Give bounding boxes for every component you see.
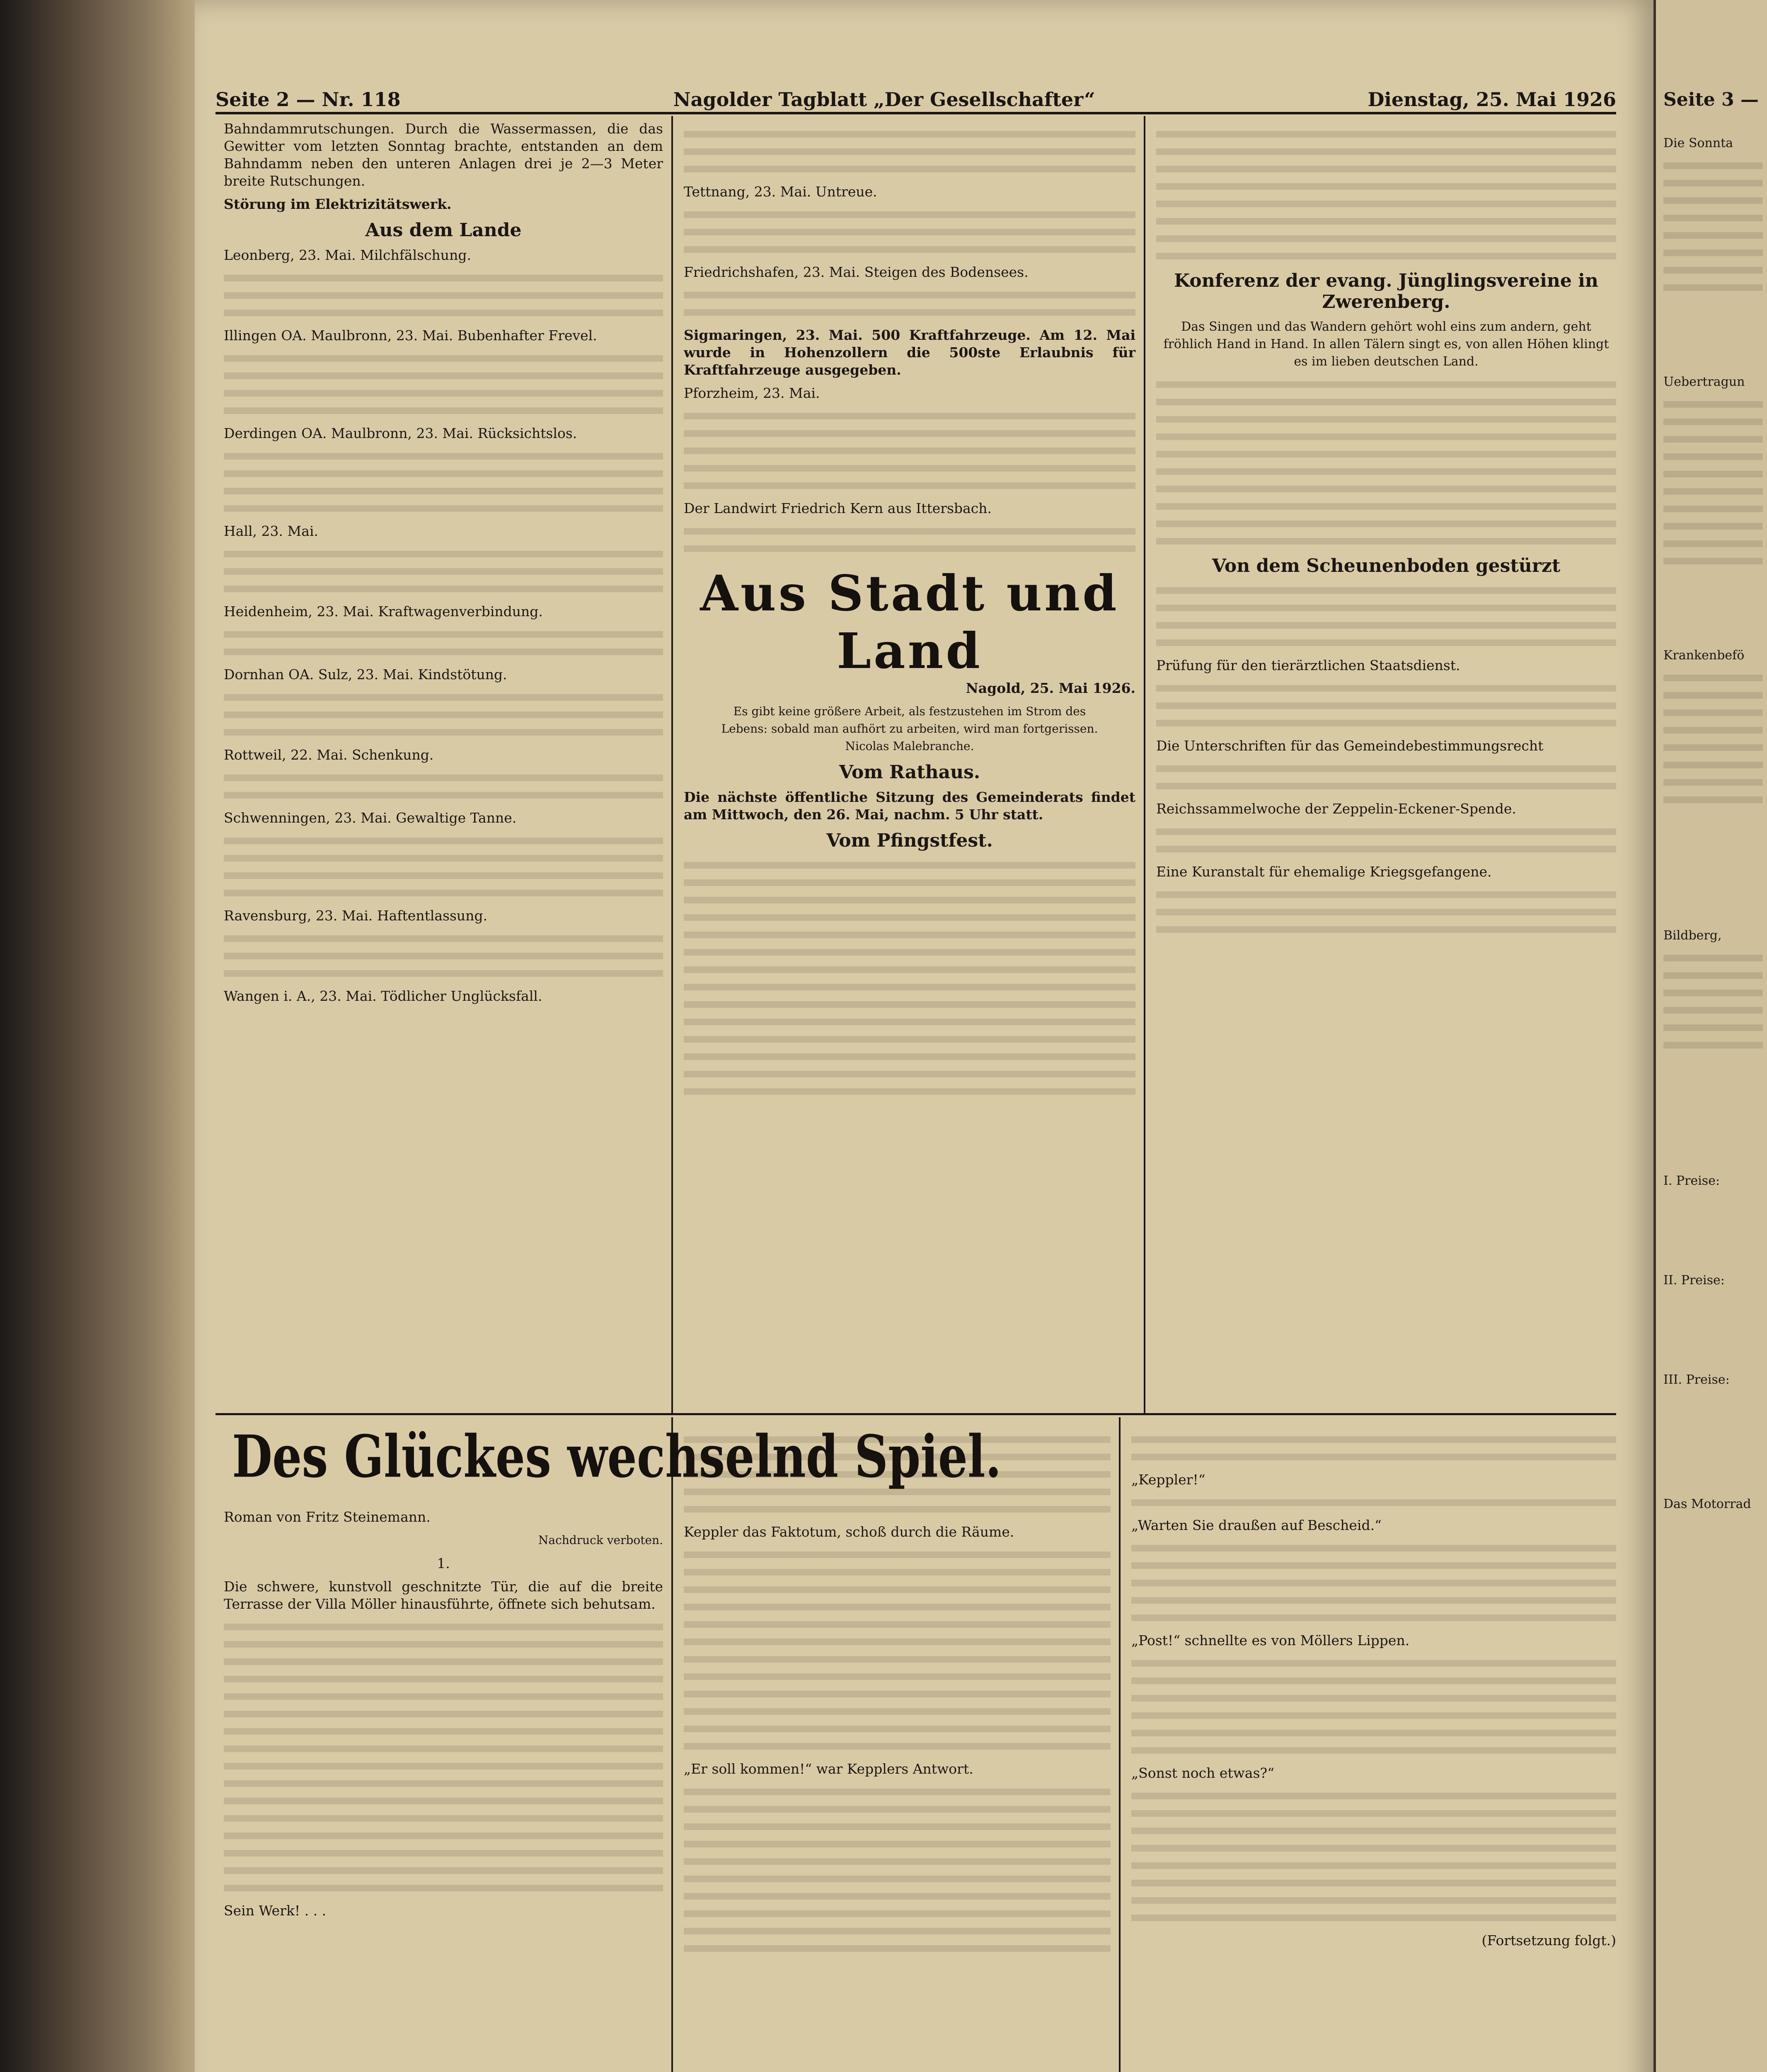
article: Friedrichshafen, 23. Mai. Steigen des Bodensees.: [684, 264, 1029, 280]
serial-text: „Sonst noch etwas?“: [1131, 1765, 1275, 1781]
serial-text: „Er soll kommen!“ war Kepplers Antwort.: [684, 1761, 973, 1777]
next-page-edge: [1653, 0, 1767, 2072]
dateline: Nagold, 25. Mai 1926.: [966, 680, 1135, 696]
serial-text: „Post!“ schnellte es von Möllers Lippen.: [1131, 1632, 1410, 1648]
right-line: Die Sonnta: [1663, 136, 1733, 150]
section-heading: Konferenz der evang. Jünglingsvereine in Zwerenberg.: [1174, 270, 1598, 312]
column-3: [1156, 120, 1616, 944]
article: Tettnang, 23. Mai. Untreue.: [684, 184, 877, 200]
column-divider: [671, 116, 673, 1413]
next-page-header: Seite 3 —: [1663, 89, 1759, 110]
article: Hall, 23. Mai.: [224, 523, 319, 539]
right-line: Krankenbefö: [1663, 648, 1745, 663]
serial-text: Die schwere, kunstvoll geschnitzte Tür, die auf die breite Terrasse der Villa Möller hinausführte, öffnete sich behutsam.: [224, 1578, 663, 1612]
column-divider: [671, 1417, 673, 2072]
article: Illingen OA. Maulbronn, 23. Mai. Bubenhafter Frevel.: [224, 327, 597, 344]
article: Bahndammrutschungen. Durch die Wassermassen, die das Gewitter vom letzten Sonntag brachte, entstanden an dem Bahndamm neben den unteren Anlagen drei je 2—3 Meter breite Rutschungen.: [224, 121, 663, 189]
serial-continued: (Fortsetzung folgt.): [1481, 1932, 1616, 1949]
column-2: [684, 120, 1135, 1106]
article: Rottweil, 22. Mai. Schenkung.: [224, 747, 434, 763]
article: Prüfung für den tierärztlichen Staatsdienst.: [1156, 657, 1460, 673]
right-line: Bildberg,: [1663, 928, 1722, 943]
poem: Das Singen und das Wandern gehört wohl eins zum andern, geht fröhlich Hand in Hand. In allen Tälern singt es, von allen Höhen klingt es im lieben deutschen Land.: [1163, 320, 1609, 369]
article: Leonberg, 23. Mai. Milchfälschung.: [224, 247, 471, 263]
article-heading: Störung im Elektrizitätswerk.: [224, 196, 452, 212]
serial-text: „Keppler!“: [1131, 1472, 1205, 1488]
article: Wangen i. A., 23. Mai. Tödlicher Unglücksfall.: [224, 988, 542, 1004]
article: Die nächste öffentliche Sitzung des Gemeinderats findet am Mittwoch, den 26. Mai, nachm. 5 Uhr statt.: [684, 789, 1135, 823]
column-1: [224, 120, 663, 1011]
article: Ravensburg, 23. Mai. Haftentlassung.: [224, 908, 488, 924]
page-header: [215, 87, 1616, 114]
serial-byline: Roman von Fritz Steinemann.: [224, 1509, 431, 1525]
serial-title: Des Glückes wechselnd Spiel.: [232, 1423, 1002, 1491]
book-binding-edge: [0, 0, 195, 2072]
right-line: Das Motorrad: [1663, 1497, 1751, 1511]
right-line: II. Preise:: [1663, 1273, 1725, 1288]
article: Reichssammelwoche der Zeppelin-Eckener-Spende.: [1156, 801, 1516, 817]
column-divider: [1144, 116, 1145, 1413]
feuilleton-rule: [215, 1413, 1616, 1415]
quote: Es gibt keine größere Arbeit, als festzustehen im Strom des Lebens: sobald man aufhört zu arbeiten, wird man fortgerissen. Nicolas Malebranche.: [721, 704, 1098, 753]
serial-column-2: [684, 1426, 1111, 1963]
right-line: I. Preise:: [1663, 1174, 1720, 1188]
serial-column-1: [224, 1508, 663, 1925]
section-heading: Vom Pfingstfest.: [826, 830, 993, 851]
article: Sigmaringen, 23. Mai. 500 Kraftfahrzeuge. Am 12. Mai wurde in Hohenzollern die 500ste Erlaubnis für Kraftfahrzeuge ausgegeben.: [684, 327, 1135, 378]
right-line: Uebertragun: [1663, 375, 1745, 389]
chapter-number: 1.: [437, 1555, 450, 1571]
section-heading: Von dem Scheunenboden gestürzt: [1212, 555, 1561, 576]
page-number: Seite 2 — Nr. 118: [215, 88, 401, 111]
newspaper-name: Nagolder Tagblatt „Der Gesellschafter“: [673, 88, 1095, 111]
section-title: Aus Stadt und Land: [700, 564, 1119, 680]
serial-text: „Warten Sie draußen auf Bescheid.“: [1131, 1517, 1382, 1533]
article: Der Landwirt Friedrich Kern aus Ittersbach.: [684, 500, 992, 516]
serial-column-3: [1131, 1426, 1616, 1955]
column-divider: [1119, 1417, 1121, 2072]
section-heading: Vom Rathaus.: [839, 762, 980, 783]
article: Die Unterschriften für das Gemeindebestimmungsrecht: [1156, 738, 1544, 754]
article: Heidenheim, 23. Mai. Kraftwagenverbindung.: [224, 603, 543, 620]
serial-text: Sein Werk! . . .: [224, 1903, 327, 1919]
article: Derdingen OA. Maulbronn, 23. Mai. Rücksichtslos.: [224, 425, 577, 441]
section-heading: Aus dem Lande: [365, 220, 522, 241]
serial-text: Keppler das Faktotum, schoß durch die Räume.: [684, 1524, 1014, 1540]
article: Eine Kuranstalt für ehemalige Kriegsgefangene.: [1156, 864, 1492, 880]
issue-date: Dienstag, 25. Mai 1926: [1368, 88, 1616, 111]
article: Pforzheim, 23. Mai.: [684, 385, 820, 401]
right-line: III. Preise:: [1663, 1372, 1730, 1387]
article: Schwenningen, 23. Mai. Gewaltige Tanne.: [224, 810, 517, 826]
article: Dornhan OA. Sulz, 23. Mai. Kindstötung.: [224, 666, 507, 683]
reprint-notice: Nachdruck verboten.: [538, 1533, 663, 1547]
